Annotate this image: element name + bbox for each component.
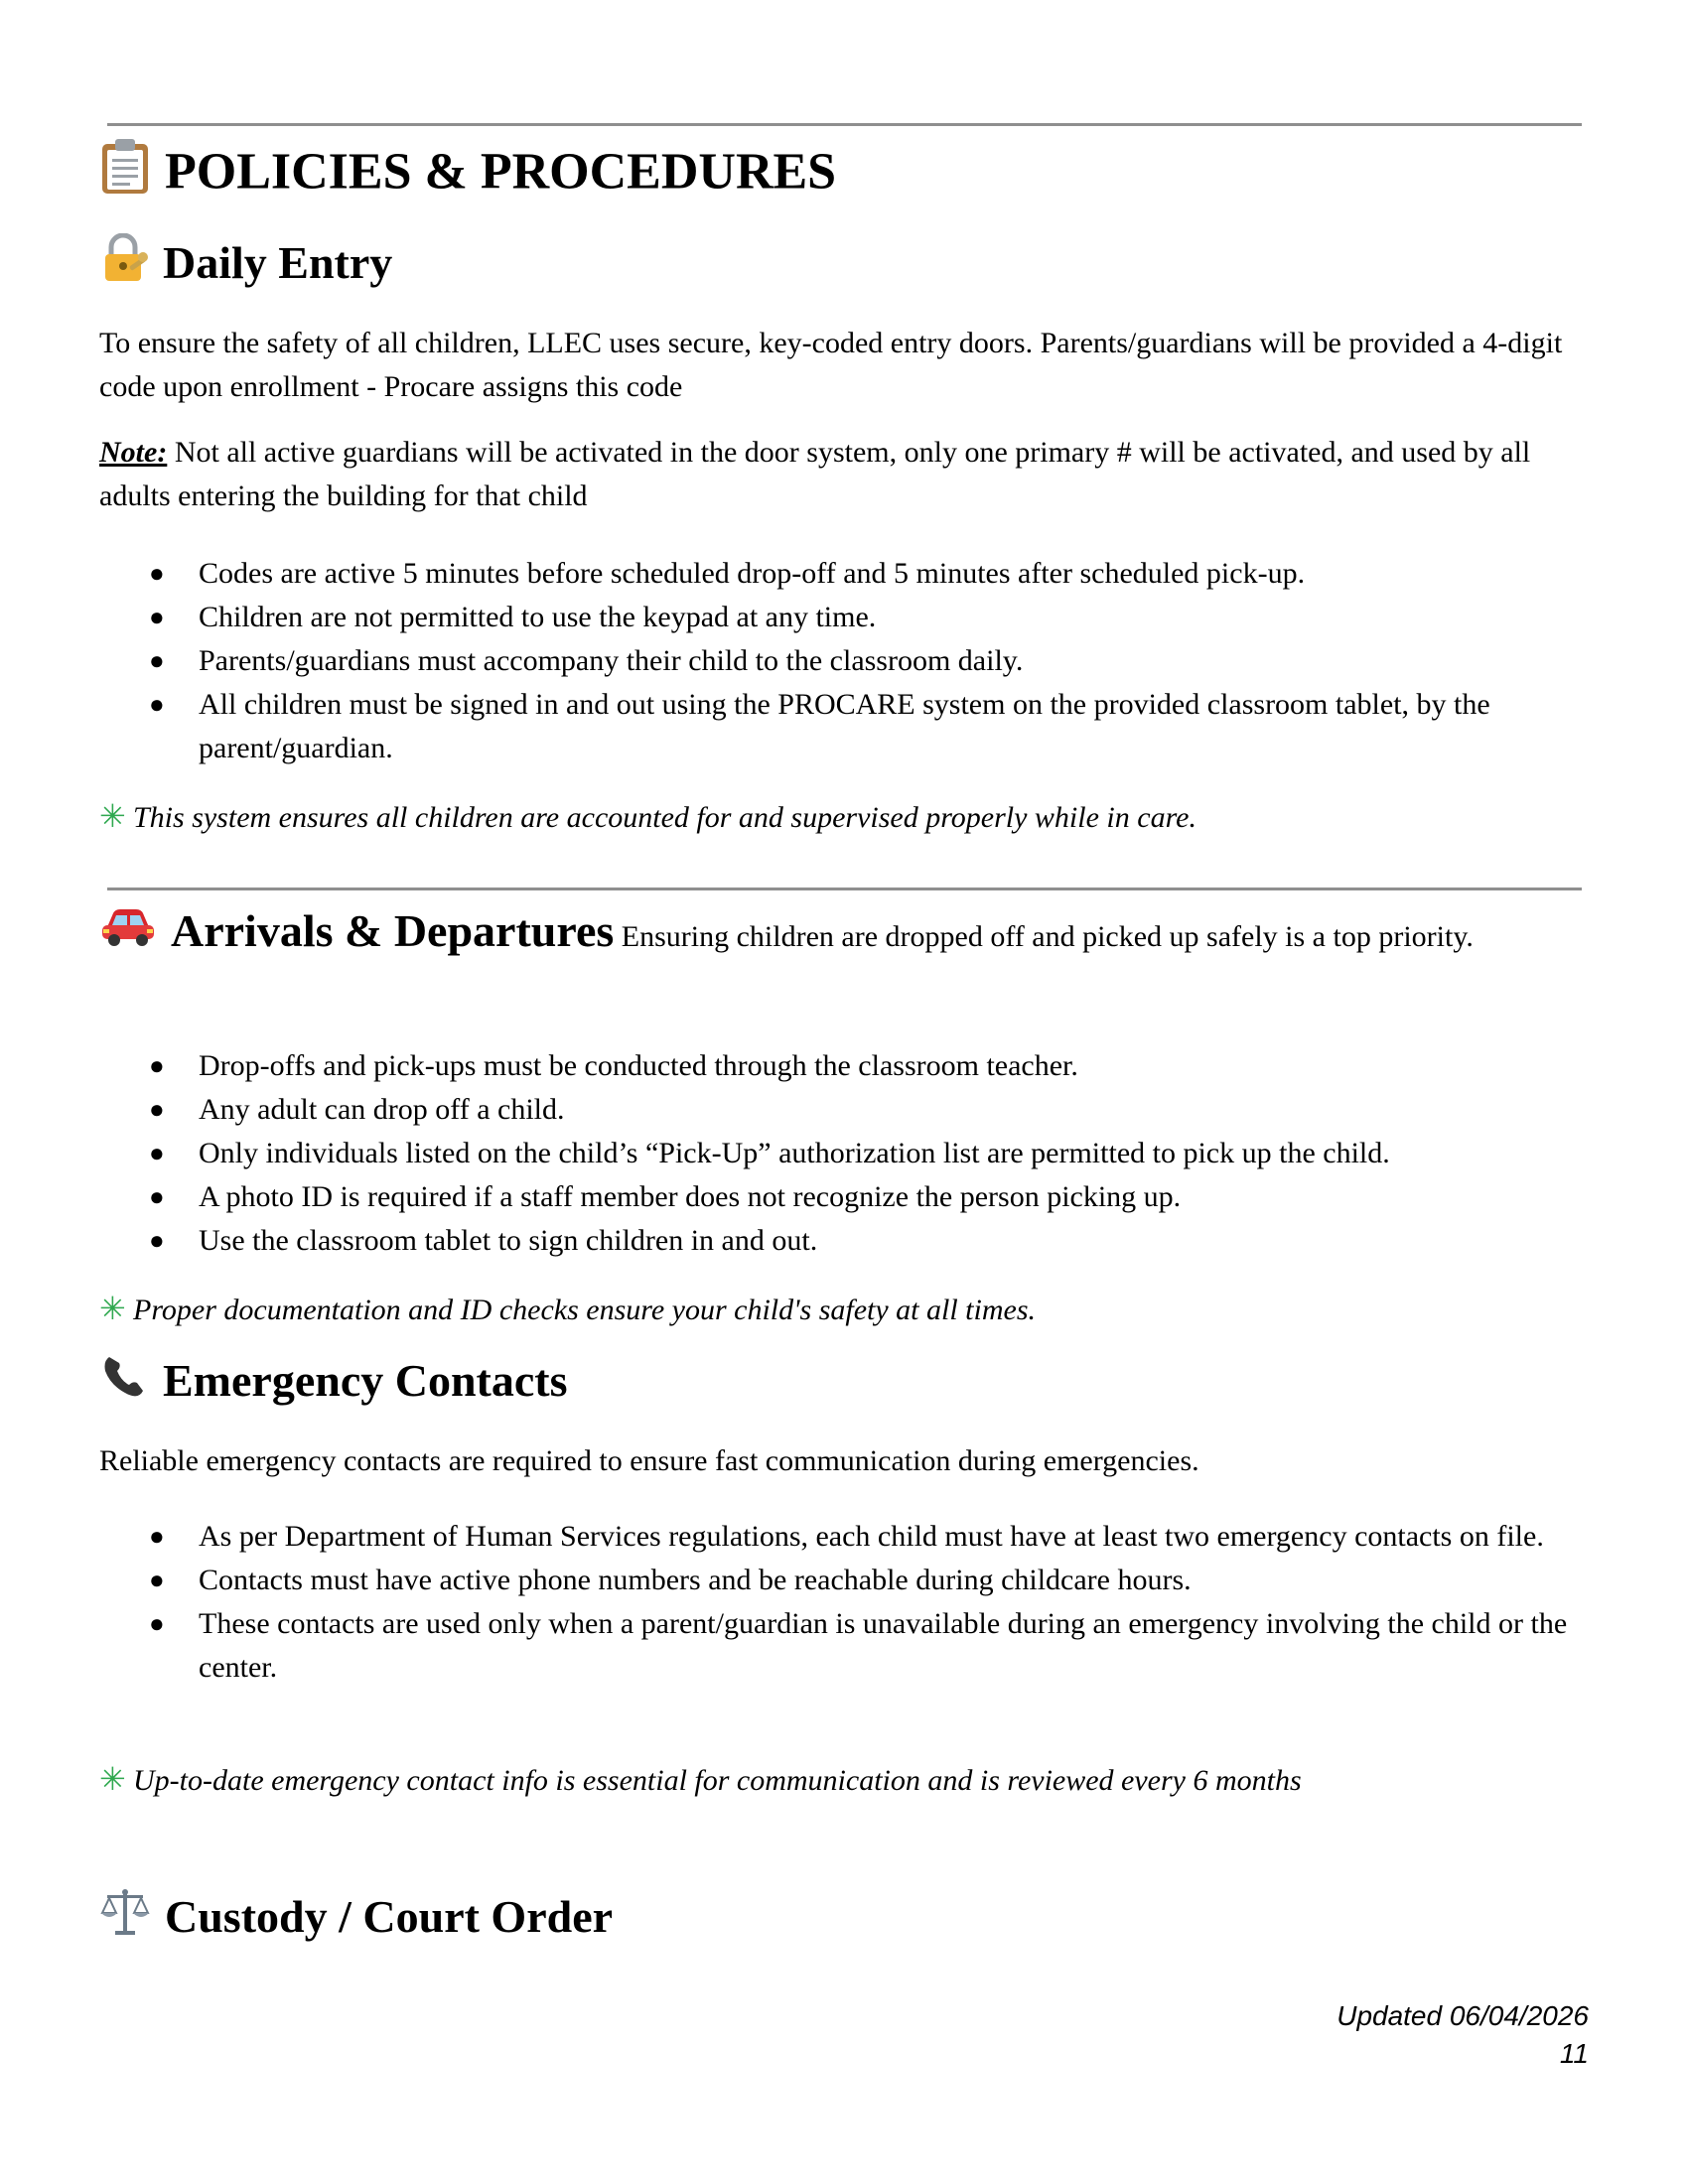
daily-entry-list [149, 552, 1589, 770]
heading-emergency-contacts [99, 1354, 568, 1416]
tip-text: Proper documentation and ID checks ensure your child's safety at all times. [133, 1294, 1037, 1326]
list-item-text: As per Department of Human Services regulations, each child must have at least two emergency contacts on file. [199, 1520, 1544, 1553]
heading-arrivals-text: Arrivals & Departures [171, 905, 615, 956]
list-item [149, 1044, 1589, 1088]
heading-emergency-contacts-text: Emergency Contacts [163, 1355, 568, 1406]
bullet-icon: ● [149, 1566, 165, 1594]
list-item-text: These contacts are used only when a parent/guardian is unavailable during an emergency involving the child or the center. [199, 1607, 1568, 1684]
heading-custody-text: Custody / Court Order [165, 1891, 614, 1942]
scales-icon [99, 1887, 151, 1948]
lock-with-key-icon [99, 233, 149, 294]
list-item [149, 1132, 1589, 1175]
list-item-text: Drop-offs and pick-ups must be conducted through the classroom teacher. [199, 1049, 1078, 1082]
tip-text: Up-to-date emergency contact info is essential for communication and is reviewed every 6 months [133, 1764, 1302, 1797]
list-item-text: All children must be signed in and out using the PROCARE system on the provided classroom tablet, by the parent/guardian. [199, 688, 1490, 764]
bullet-icon: ● [149, 1522, 165, 1551]
phone-icon [99, 1351, 149, 1412]
note-text: Not all active guardians will be activated in the door system, only one primary # will be activated, and used by all adults entering the building for that child [99, 436, 1531, 512]
daily-entry-intro: To ensure the safety of all children, LLEC uses secure, key-coded entry doors. Parents/guardians will be provided a 4-digit code upon enrollment - Procare assigns this code [99, 327, 1563, 403]
top-divider [107, 123, 1582, 126]
list-item-text: Codes are active 5 minutes before scheduled drop-off and 5 minutes after scheduled pick-up. [199, 557, 1306, 590]
bullet-icon: ● [149, 1051, 165, 1080]
page-title-text: POLICIES & PROCEDURES [165, 143, 837, 201]
bullet-icon: ● [149, 603, 165, 631]
list-item-text: Parents/guardians must accompany their child to the classroom daily. [199, 644, 1024, 677]
list-item [149, 1219, 1589, 1263]
page-footer [1336, 1997, 1589, 2073]
list-item-text: Contacts must have active phone numbers and be reachable during childcare hours. [199, 1564, 1192, 1596]
bullet-icon: ● [149, 1609, 165, 1638]
list-item [149, 639, 1589, 683]
list-item-text: Children are not permitted to use the keypad at any time. [199, 601, 877, 633]
section-divider [107, 887, 1582, 890]
bullet-icon: ● [149, 690, 165, 719]
page-title [99, 141, 836, 211]
asterisk-icon: ✳ [99, 1760, 126, 1798]
tip-text: This system ensures all children are accounted for and supervised properly while in care. [133, 801, 1196, 834]
arrivals-list [149, 1044, 1589, 1263]
clipboard-icon [99, 137, 151, 207]
list-item-text: A photo ID is required if a staff member does not recognize the person picking up. [199, 1180, 1182, 1213]
bullet-icon: ● [149, 1095, 165, 1124]
bullet-icon: ● [149, 1226, 165, 1255]
arrivals-tip [99, 1287, 1036, 1332]
bullet-icon: ● [149, 559, 165, 588]
list-item [149, 596, 1589, 639]
list-item-text: Any adult can drop off a child. [199, 1093, 565, 1126]
heading-arrivals [99, 905, 614, 956]
heading-daily-entry-text: Daily Entry [163, 237, 393, 288]
list-item [149, 1602, 1589, 1690]
asterisk-icon: ✳ [99, 1290, 126, 1327]
updated-date: Updated 06/04/2026 [1336, 2000, 1589, 2031]
list-item [149, 552, 1589, 596]
list-item [149, 1088, 1589, 1132]
list-item-text: Use the classroom tablet to sign children in and out. [199, 1224, 818, 1257]
list-item [149, 683, 1589, 770]
asterisk-icon: ✳ [99, 797, 126, 835]
note-label: Note: [99, 436, 168, 469]
list-item-text: Only individuals listed on the child’s “Pick-Up” authorization list are permitted to pick up the child. [199, 1137, 1390, 1169]
bullet-icon: ● [149, 1139, 165, 1167]
bullet-icon: ● [149, 1182, 165, 1211]
heading-custody [99, 1890, 613, 1952]
daily-entry-note [99, 431, 1569, 518]
arrivals-block [99, 905, 1569, 963]
emergency-list [149, 1515, 1589, 1690]
list-item [149, 1175, 1589, 1219]
arrivals-intro: Ensuring children are dropped off and picked up safely is a top priority. [614, 920, 1474, 953]
page-number: 11 [1559, 2038, 1589, 2069]
daily-entry-tip [99, 794, 1196, 840]
list-item [149, 1559, 1589, 1602]
heading-daily-entry [99, 236, 392, 298]
car-icon [99, 905, 157, 958]
list-item [149, 1515, 1589, 1559]
emergency-tip [99, 1757, 1302, 1803]
bullet-icon: ● [149, 646, 165, 675]
emergency-intro: Reliable emergency contacts are required to ensure fast communication during emergencies. [99, 1444, 1199, 1477]
